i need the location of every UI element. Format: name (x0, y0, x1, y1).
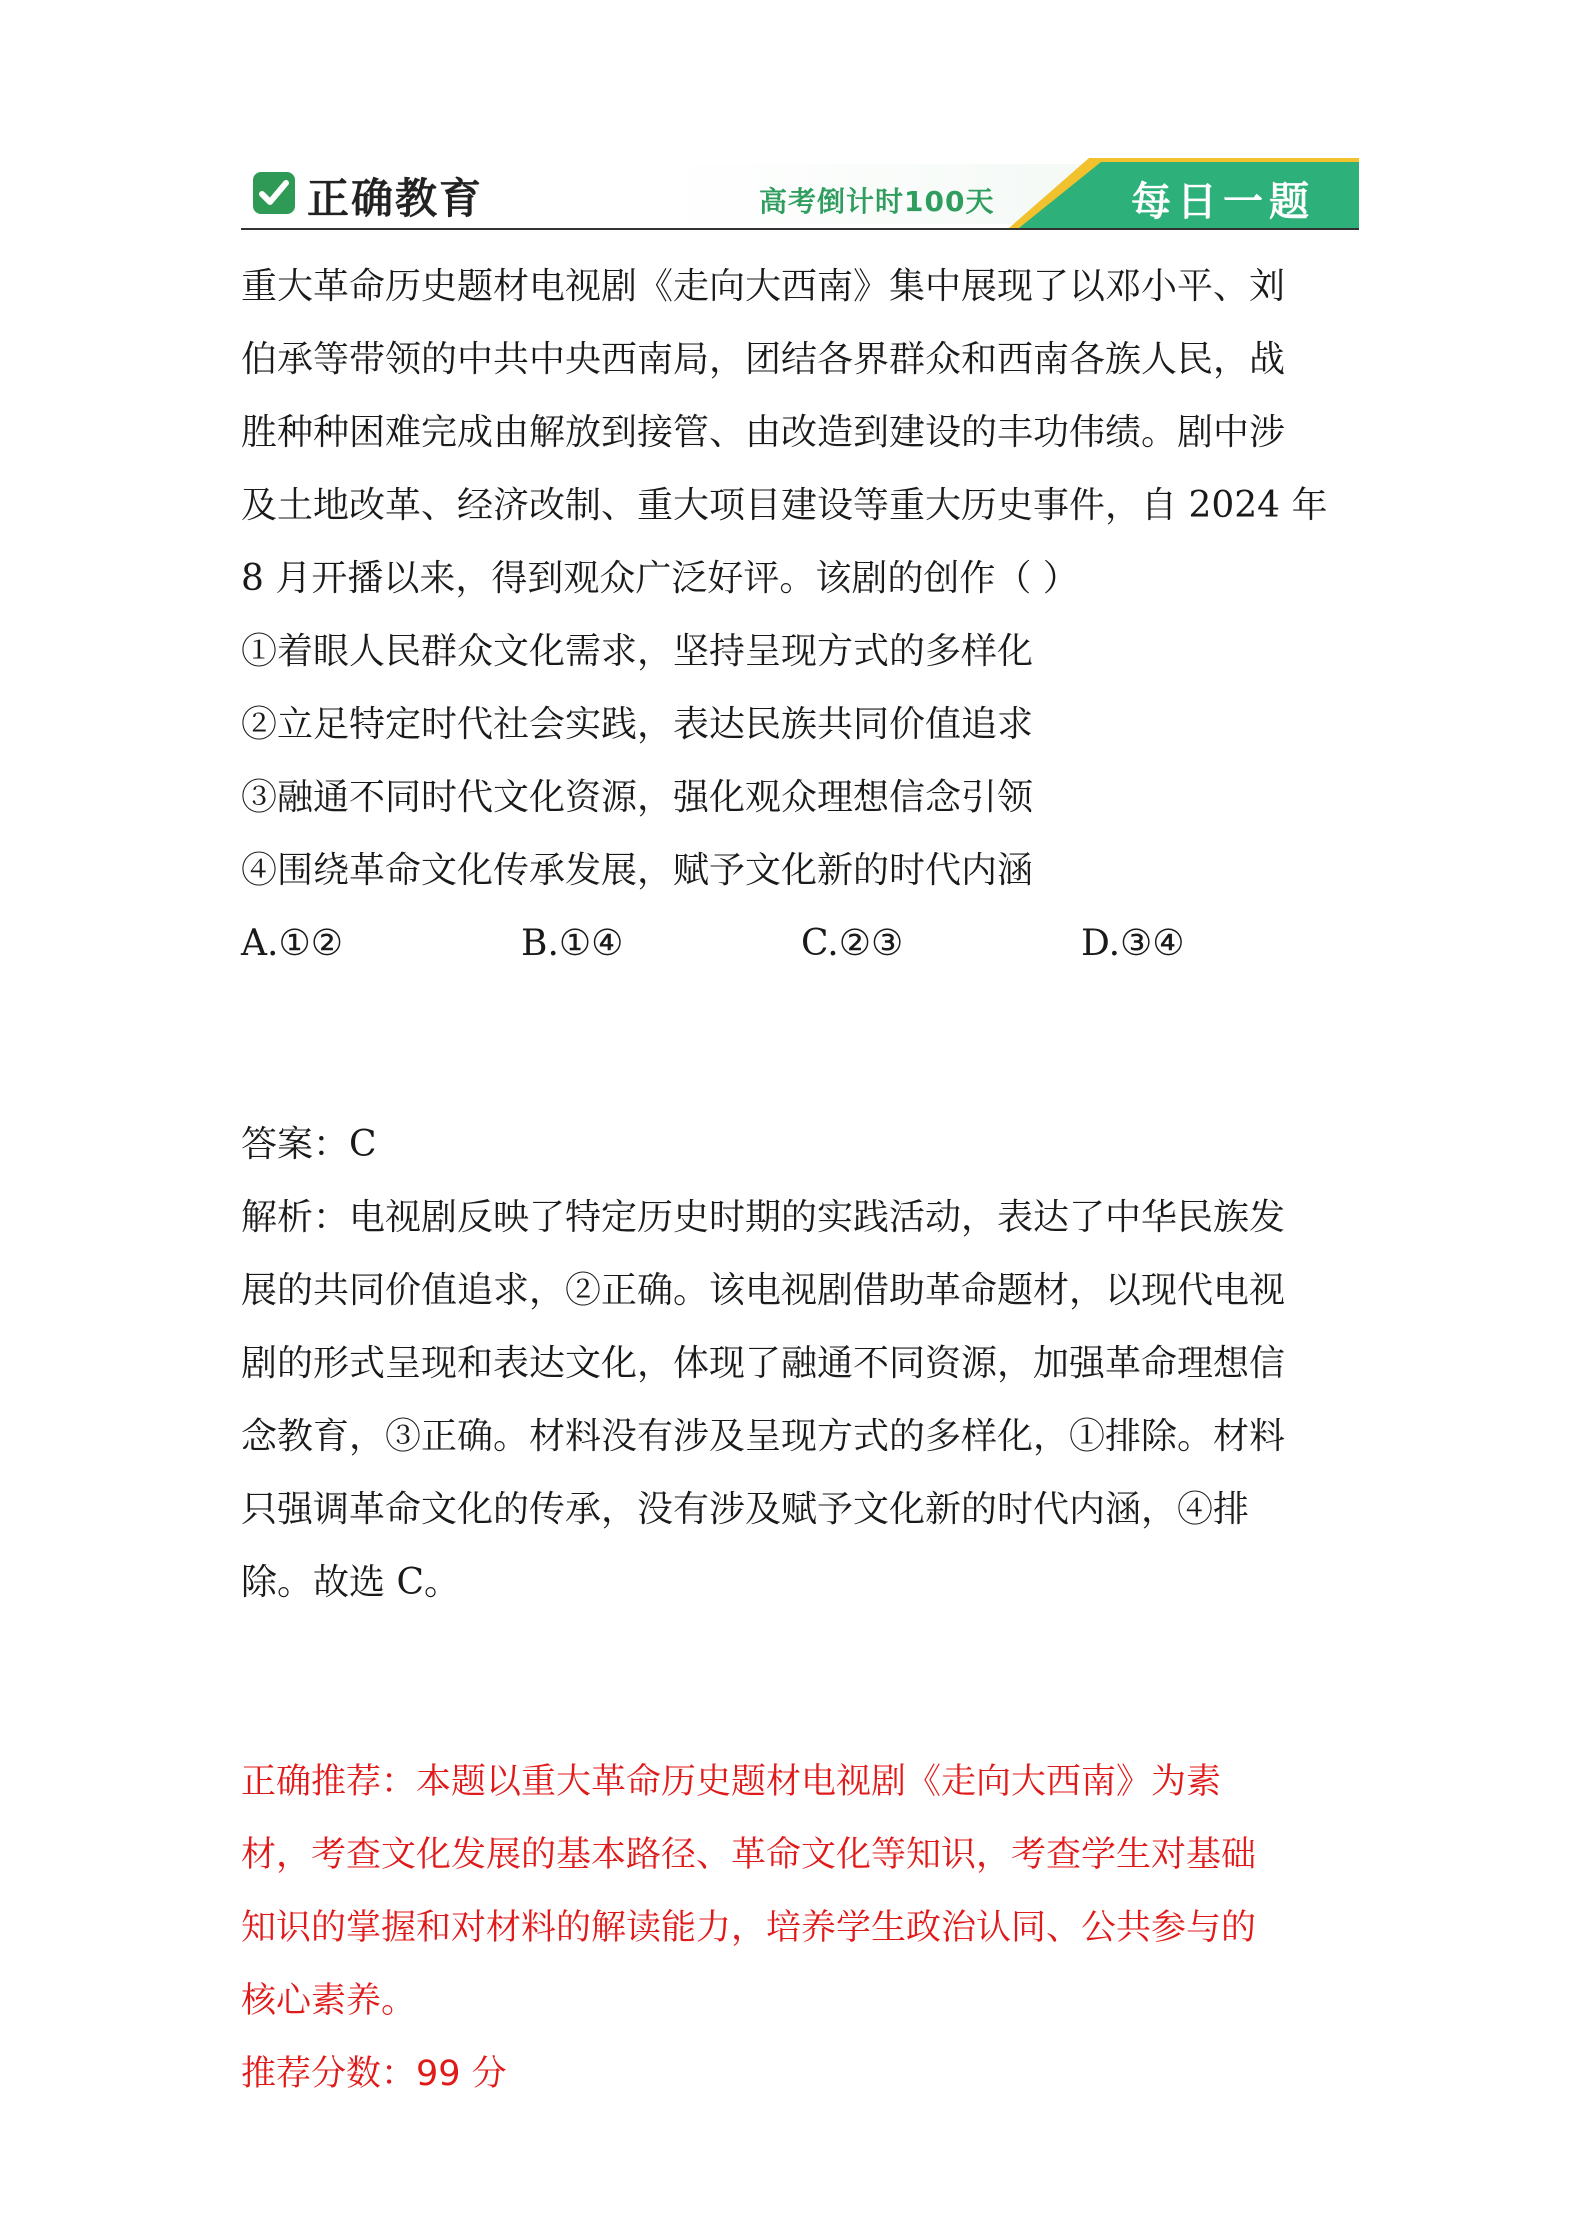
statement-item: ④围绕革命文化传承发展，赋予文化新的时代内涵 (241, 850, 1034, 891)
recommend-line: 核心素养。 (241, 1981, 417, 2021)
recommend-line: 材，考查文化发展的基本路径、革命文化等知识，考查学生对基础 (241, 1835, 1257, 1875)
brand-name: 正确教育 (307, 174, 484, 223)
header-divider (241, 228, 1359, 230)
choice-b: B.①④ (521, 923, 624, 964)
statement-item: ②立足特定时代社会实践，表达民族共同价值追求 (241, 704, 1034, 745)
question-line: 重大革命历史题材电视剧《走向大西南》集中展现了以邓小平、刘 (241, 266, 1286, 307)
analysis-line: 除。故选 C。 (241, 1562, 460, 1603)
question-line: 8 月开播以来，得到观众广泛好评。该剧的创作（ ） (241, 558, 1079, 599)
question-block (241, 250, 1359, 980)
statement-list (241, 615, 1359, 907)
question-stem (241, 250, 1359, 615)
recommend-line: 知识的掌握和对材料的解读能力，培养学生政治认同、公共参与的 (241, 1908, 1257, 1948)
question-line: 胜种种困难完成由解放到接管、由改造到建设的丰功伟绩。剧中涉 (241, 412, 1286, 453)
statement-item: ③融通不同时代文化资源，强化观众理想信念引领 (241, 777, 1034, 818)
daily-question-label: 每日一题 (1131, 179, 1315, 225)
recommendation-block (241, 1746, 1359, 2111)
statement-item: ①着眼人民群众文化需求，坚持呈现方式的多样化 (241, 631, 1034, 672)
choice-c: C.②③ (801, 923, 904, 964)
question-line: 及土地改革、经济改制、重大项目建设等重大历史事件，自 2024 年 (241, 485, 1328, 526)
choice-a: A.①② (241, 923, 343, 964)
question-line: 伯承等带领的中共中央西南局，团结各界群众和西南各族人民，战 (241, 339, 1286, 380)
choice-d: D.③④ (1081, 923, 1185, 964)
analysis-line: 解析：电视剧反映了特定历史时期的实践活动，表达了中华民族发 (241, 1197, 1286, 1238)
recommend-score: 推荐分数：99 分 (241, 2054, 507, 2094)
answer-line: 答案：C (241, 1124, 377, 1165)
choice-list (241, 907, 1359, 980)
analysis-line: 展的共同价值追求，②正确。该电视剧借助革命题材，以现代电视 (241, 1270, 1286, 1311)
page-header (241, 158, 1359, 230)
analysis-line: 只强调革命文化的传承，没有涉及赋予文化新的时代内涵，④排 (241, 1489, 1250, 1530)
check-icon (253, 172, 295, 214)
answer-block (241, 1108, 1359, 1619)
countdown-label: 高考倒计时100天 (759, 185, 995, 218)
recommend-line: 正确推荐：本题以重大革命历史题材电视剧《走向大西南》为素 (241, 1762, 1222, 1802)
analysis-line: 剧的形式呈现和表达文化，体现了融通不同资源，加强革命理想信 (241, 1343, 1286, 1384)
analysis-line: 念教育，③正确。材料没有涉及呈现方式的多样化，①排除。材料 (241, 1416, 1286, 1457)
